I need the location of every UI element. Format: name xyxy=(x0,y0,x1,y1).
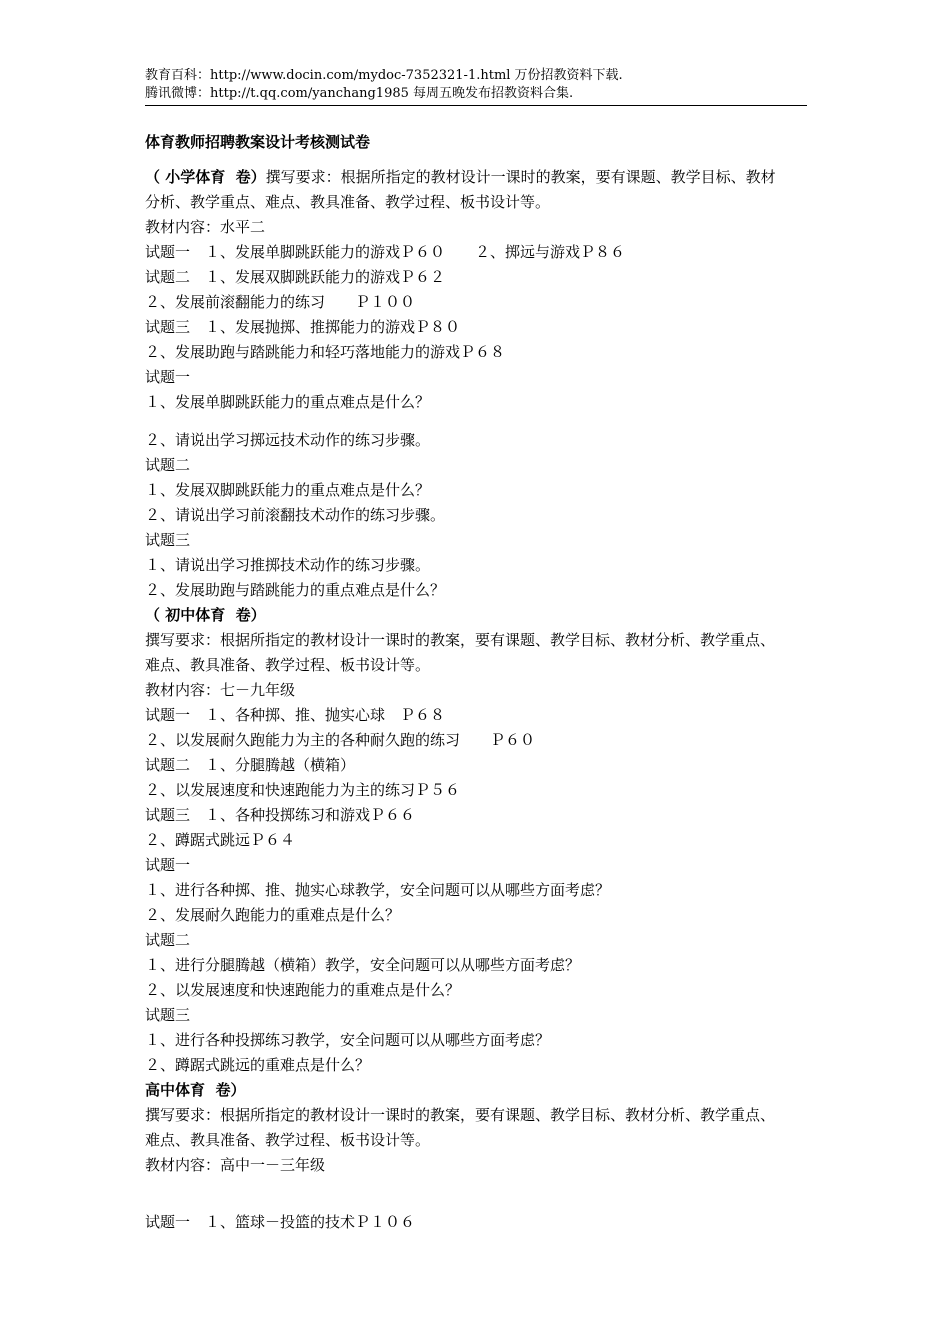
junior-requirement-1: 撰写要求：根据所指定的教材设计一课时的教案，要有课题、教学目标、教材分析、教学重点、 xyxy=(145,631,776,649)
primary-section-label: （ 小学体育 卷） xyxy=(145,168,266,186)
document-title: 体育教师招聘教案设计考核测试卷 xyxy=(145,133,371,151)
primary-requirement-text: 撰写要求：根据所指定的教材设计一课时的教案，要有课题、教学目标、教材 xyxy=(265,168,776,186)
primary-q3-label: 试题三 xyxy=(145,531,191,549)
junior-material: 教材内容：七－九年级 xyxy=(145,681,296,699)
junior-topic-6: ２、蹲踞式跳远Ｐ６４ xyxy=(145,831,296,849)
junior-question-line: ２、发展耐久跑能力的重难点是什么？ xyxy=(145,906,401,924)
junior-section-label: （ 初中体育 卷） xyxy=(145,606,266,624)
primary-topic-2: 试题二 １、发展双脚跳跃能力的游戏Ｐ６２ xyxy=(145,268,446,286)
primary-q2-item-2: ２、请说出学习前滚翻技术动作的练习步骤。 xyxy=(145,506,446,524)
primary-q2-label: 试题二 xyxy=(145,456,191,474)
junior-question-line: 试题一 xyxy=(145,856,191,874)
primary-topic-3: ２、发展前滚翻能力的练习 Ｐ１００ xyxy=(145,293,416,311)
primary-q1-item-1: １、发展单脚跳跃能力的重点难点是什么？ xyxy=(145,393,431,411)
junior-question-line: 试题二 xyxy=(145,931,191,949)
page-header xyxy=(145,0,807,106)
junior-question-line: ２、以发展速度和快速跑能力的重难点是什么？ xyxy=(145,981,461,999)
primary-q2-item-1: １、发展双脚跳跃能力的重点难点是什么？ xyxy=(145,481,431,499)
senior-requirement-1: 撰写要求：根据所指定的教材设计一课时的教案，要有课题、教学目标、教材分析、教学重点、 xyxy=(145,1106,776,1124)
junior-requirement-2: 难点、教具准备、教学过程、板书设计等。 xyxy=(145,656,431,674)
primary-topic-1: 试题一 １、发展单脚跳跃能力的游戏Ｐ６０ ２、掷远与游戏Ｐ８６ xyxy=(145,243,626,261)
junior-topic-3: 试题二 １、分腿腾越（横箱） xyxy=(145,756,356,774)
senior-material: 教材内容：高中一－三年级 xyxy=(145,1156,326,1174)
junior-topic-1: 试题一 １、各种掷、推、抛实心球 Ｐ６８ xyxy=(145,706,446,724)
junior-topic-4: ２、以发展速度和快速跑能力为主的练习Ｐ５６ xyxy=(145,781,461,799)
senior-topic-1: 试题一 １、篮球－投篮的技术Ｐ１０６ xyxy=(145,1213,416,1231)
junior-question-line: 试题三 xyxy=(145,1006,191,1024)
junior-topic-2: ２、以发展耐久跑能力为主的各种耐久跑的练习 Ｐ６０ xyxy=(145,731,536,749)
header-line-baike: 教育百科：http://www.docin.com/mydoc-7352321-1.html 万份招教资料下载. xyxy=(145,68,623,83)
primary-q1-item-2: ２、请说出学习掷远技术动作的练习步骤。 xyxy=(145,431,431,449)
senior-requirement-2: 难点、教具准备、教学过程、板书设计等。 xyxy=(145,1131,431,1149)
primary-q1-label: 试题一 xyxy=(145,368,191,386)
junior-question-line: １、进行分腿腾越（横箱）教学，安全问题可以从哪些方面考虑？ xyxy=(145,956,581,974)
document-page xyxy=(145,0,810,1235)
primary-q3-item-2: ２、发展助跑与踏跳能力的重点难点是什么？ xyxy=(145,581,446,599)
junior-question-line: １、进行各种掷、推、抛实心球教学，安全问题可以从哪些方面考虑？ xyxy=(145,881,611,899)
junior-topic-5: 试题三 １、各种投掷练习和游戏Ｐ６６ xyxy=(145,806,416,824)
primary-q3-item-1: １、请说出学习推掷技术动作的练习步骤。 xyxy=(145,556,431,574)
junior-question-line: ２、蹲踞式跳远的重难点是什么？ xyxy=(145,1056,371,1074)
header-line-weibo: 腾讯微博：http://t.qq.com/yanchang1985 每周五晚发布招教资料合集. xyxy=(145,86,574,101)
junior-question-line: １、进行各种投掷练习教学，安全问题可以从哪些方面考虑？ xyxy=(145,1031,551,1049)
primary-requirement-cont: 分析、教学重点、难点、教具准备、教学过程、板书设计等。 xyxy=(145,193,551,211)
primary-topic-4: 试题三 １、发展抛掷、推掷能力的游戏Ｐ８０ xyxy=(145,318,461,336)
primary-topic-5: ２、发展助跑与踏跳能力和轻巧落地能力的游戏Ｐ６８ xyxy=(145,343,506,361)
primary-material: 教材内容：水平二 xyxy=(145,218,266,236)
document-body xyxy=(145,165,810,1235)
primary-requirement-line xyxy=(145,165,810,190)
senior-section-label: 高中体育 卷） xyxy=(145,1081,246,1099)
